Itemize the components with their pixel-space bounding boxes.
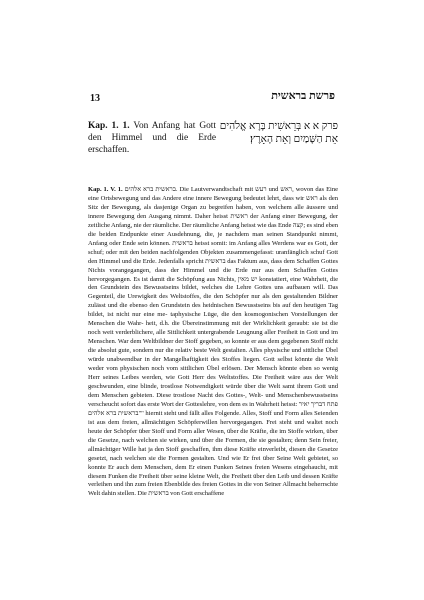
commentary-line: sie die Formen gestalten. Und wie Er frei über Seine Welt gebietet, so konnte Er <box>88 454 338 471</box>
commentary-line: oder mit den beiden nachfolgenden Objekten zusammengefasst: uranfänglich schuf <box>105 248 325 256</box>
commentary-line: Menschen. War dem Weltbildner der Stoff gegeben, so konnte er aus dem gegebenen <box>88 338 309 346</box>
commentary-label: Kap. 1. V. 1. <box>88 186 123 193</box>
verse-german <box>88 120 216 156</box>
commentary <box>88 186 338 499</box>
commentary-line: des Weltstoffes. Die Freiheit wäre aus der Welt geschwunden, eine blinde, trostlose <box>88 374 338 390</box>
commentary-line: der Anfang einer Bewegung, der zeitliche Anfang, nie der räumliche. Der <box>88 212 338 229</box>
commentary-line: taphysische Lüge, die den kosmogonischen Vorstellungen der Menschen die Wahr- <box>88 311 339 328</box>
commentary-line: dessen Kräfte verleihen und ihn zum freien Ebenbilde des freien Gottes in die von <box>88 472 338 489</box>
commentary-line: heit, d.h. die Übereinstimmung mit der Wirklichkeit geraubt: sie ist die noch weit <box>88 320 338 337</box>
verse-block <box>88 120 338 164</box>
running-head: פרשת בראשית <box>271 90 335 102</box>
commentary-line: können. בראשית heisst somit: im Anfang alles Werdens war es Gott, der schuf; <box>88 239 338 256</box>
commentary-line: Ausdehnung, die, je nachdem man seinen Standpunkt nimmt, Anfang oder Ende sein <box>88 230 338 247</box>
commentary-line: Stoff nicht die absolut gute, sondern nur die relativ beste Welt gestalten. Alles <box>88 338 338 355</box>
commentary-line: Seiner Allmacht beherrschte Welt dahin stellen. Die בראשית von Gott erschaffene <box>88 481 338 498</box>
commentary-line: liegen. Gott selbst könnte die Welt weder vom physischen noch vom sittlichen Übel <box>88 356 338 373</box>
commentary-line: Lehre Gottes uns aufbauen will. Das Gegenteil, die Urewigkeit des Weltstoffes, die <box>88 284 339 301</box>
commentary-line: Schaffen Gottes hervorgegangen. Es ist damit die Schöpfung aus Nichts, יש מאין <box>88 266 338 283</box>
commentary-line: diesem Funken die Freiheit über seine kleine Welt, die Freiheit über den Leib und <box>88 472 301 480</box>
commentary-line: Kräfte, die im Stoffe wirken, über die Gesetze, nach welchen sie wirken, und über <box>88 427 338 444</box>
commentary-line: konstatiert, eine Wahrheit, die den Grundstein des Bewusstseins bildet, welches die <box>88 275 338 292</box>
commentary-line: dass wir ראש als den Sitz der Bewegung, als dasjenige Organ zu begreifen haben, <box>88 194 338 211</box>
page-number: 13 <box>90 93 100 104</box>
commentary-line: erlösen. Der Mensch könnte eben so wenig Herr seines Leibes werden, wie Gott Herr <box>88 365 338 382</box>
commentary-line: und waltet noch heute der Schöpfer über Stoff und Form aller Wesen, über die <box>88 418 338 435</box>
verse-label: Kap. 1. 1. <box>88 121 130 131</box>
commentary-line: Notwendigkeit würde über die Welt samt ihrem Gott und dem Menschen gebieten. <box>88 382 338 399</box>
commentary-line: das Eine eine Ortsbewegung und das Andere eine innere Bewegung bedeutet lehrt, <box>88 186 338 202</box>
verse-german-text: Von Anfang hat Gott den Himmel und die Erde erschaffen. <box>88 121 216 155</box>
commentary-line: "בראשית ברא אלהים" hiernit steht und fällt alles Folgende. Alles, Stoff und Form alles <box>88 409 313 417</box>
commentary-line: verderblichere, alle Sittlichkeit untergrabende Leugnung aller Freiheit in Gott und im <box>115 329 338 337</box>
commentary-line: Seienden ist aus dem freien, allmächtigen Schöpferwillen hervorgegangen. Frei steht <box>88 409 338 426</box>
commentary-line: Gott den Himmel und die Erde. Jedenfalls spricht בראשית das Faktum aus, dass dem <box>88 248 338 265</box>
verse-hebrew: פרק א א בְּרֵאשִׁית בָּרָא אֱלֹהִים אֵת הַשָּׁמַיִם וְאֵת הָאָרֶץ׃ <box>219 121 338 145</box>
commentary-line: geschaffen, ihm diese Kräfte einverleibt, diesen die Gesetze gesetzt, nach welchen <box>88 445 339 462</box>
commentary-line: Schaffen Gottes Nichts vorangegangen, dass der Himmel und die Erde nur aus dem <box>88 257 338 274</box>
commentary-line: physische und sittliche Übel würde unabwendbar in der Mangelhaftigkeit des Stoffes <box>88 347 338 364</box>
commentary-line: des heidnischen Bewusstseins bis auf den heutigen Tag bildet, ist nicht nur eine me- <box>88 302 338 319</box>
commentary-line: die Formen, die sie gestalten; denn Sein freier, allmächtiger Wille hat ja den Stoff <box>88 436 339 453</box>
commentary-paragraph <box>88 186 338 499</box>
commentary-line: Diese trostlose Nacht des Gottes-, Welt- und Menschenbewusstseins verscheucht <box>88 391 338 408</box>
commentary-line: von welchem alle äussere und innere Bewegung den Ausgang nimmt. Daher heisst ראשית <box>88 203 338 220</box>
commentary-line: räumliche Anfang heisst wie das Ende קצה; es sind eben die beiden Endpunkte einer <box>88 221 339 238</box>
commentary-line: auch dem Menschen, dem Er einen Funken Seines freien Wesens eingehaucht, mit <box>116 463 338 471</box>
commentary-line: den Schöpfer nur als den gestaltenden Bildner zulässt und die ebenso den Grundstein <box>88 293 339 310</box>
commentary-line: בראשית ברא אלהים. Die Lautverwandtschaft mit רעש und ראש, wovon <box>124 186 314 193</box>
commentary-line: sofort das erste Wort der Gotteslehre, von dem es in Wahrheit heisst: פתח דבריך יאיר <box>120 400 338 408</box>
